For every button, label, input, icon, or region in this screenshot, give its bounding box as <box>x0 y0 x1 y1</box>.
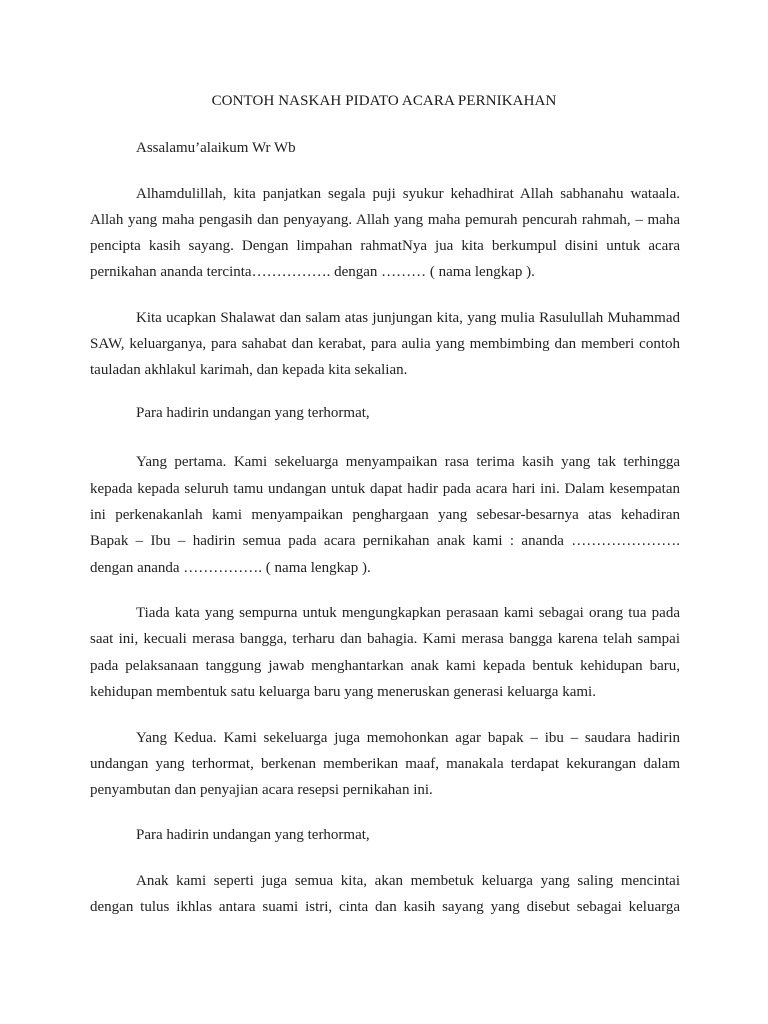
paragraph-3-line-2: kepada kepada seluruh tamu undangan untuk dapat hadir pada acara hari ini. Dalam kesempatan <box>90 481 680 497</box>
paragraph-4-line-2: saat ini, kecuali merasa bangga, terharu dan bahagia. Kami merasa bangga karena telah sampai <box>90 631 680 647</box>
address-line-1: Para hadirin undangan yang terhormat, <box>136 405 370 421</box>
greeting-text: Assalamu’alaikum Wr Wb <box>136 140 296 156</box>
paragraph-2-line-2: SAW, keluarganya, para sahabat dan kerabat, para aulia yang membimbing dan memberi contoh <box>90 336 680 352</box>
paragraph-1-line-1: Alhamdulillah, kita panjatkan segala puji syukur kehadhirat Allah sabhanahu wataala. <box>136 186 680 202</box>
paragraph-2-line-1: Kita ucapkan Shalawat dan salam atas junjungan kita, yang mulia Rasulullah Muhammad <box>136 310 680 326</box>
paragraph-4-line-3: pada pelaksanaan tanggung jawab menghantarkan anak kami kepada bentuk kehidupan baru, <box>90 658 680 674</box>
paragraph-6-line-2: dengan tulus ikhlas antara suami istri, cinta dan kasih sayang yang disebut sebagai keluarga <box>90 899 680 915</box>
address-line-2: Para hadirin undangan yang terhormat, <box>136 827 370 843</box>
paragraph-2-line-3: tauladan akhlakul karimah, dan kepada kita sekalian. <box>90 362 408 378</box>
paragraph-3-line-3: ini perkenakanlah kami menyampaikan penghargaan yang sebesar-besarnya atas kehadiran <box>90 507 680 523</box>
paragraph-5-line-2: undangan yang terhormat, berkenan memberikan maaf, manakala terdapat kekurangan dalam <box>90 756 680 772</box>
paragraph-5-line-1: Yang Kedua. Kami sekeluarga juga memohonkan agar bapak – ibu – saudara hadirin <box>136 730 680 746</box>
paragraph-1-line-4: pernikahan ananda tercinta……………. dengan ……… ( nama lengkap ). <box>90 264 535 280</box>
paragraph-3-line-1: Yang pertama. Kami sekeluarga menyampaikan rasa terima kasih yang tak terhingga <box>136 454 680 470</box>
paragraph-6-line-1: Anak kami seperti juga semua kita, akan membetuk keluarga yang saling mencintai <box>136 873 680 889</box>
paragraph-5-line-3: penyambutan dan penyajian acara resepsi pernikahan ini. <box>90 782 433 798</box>
page-title: CONTOH NASKAH PIDATO ACARA PERNIKAHAN <box>211 93 557 109</box>
paragraph-4-line-4: kehidupan membentuk satu keluarga baru yang meneruskan generasi keluarga kami. <box>90 684 596 700</box>
paragraph-3-line-4: Bapak – Ibu – hadirin semua pada acara pernikahan anak kami : ananda …………………. <box>90 533 680 549</box>
paragraph-1-line-3: pencipta kasih sayang. Dengan limpahan rahmatNya jua kita berkumpul disini untuk acara <box>90 238 680 254</box>
paragraph-4-line-1: Tiada kata yang sempurna untuk mengungkapkan perasaan kami sebagai orang tua pada <box>136 605 680 621</box>
paragraph-1-line-2: Allah yang maha pengasih dan penyayang. Allah yang maha pemurah pencurah rahmah, – maha <box>90 212 680 228</box>
paragraph-3-line-5: dengan ananda ……………. ( nama lengkap ). <box>90 560 371 576</box>
